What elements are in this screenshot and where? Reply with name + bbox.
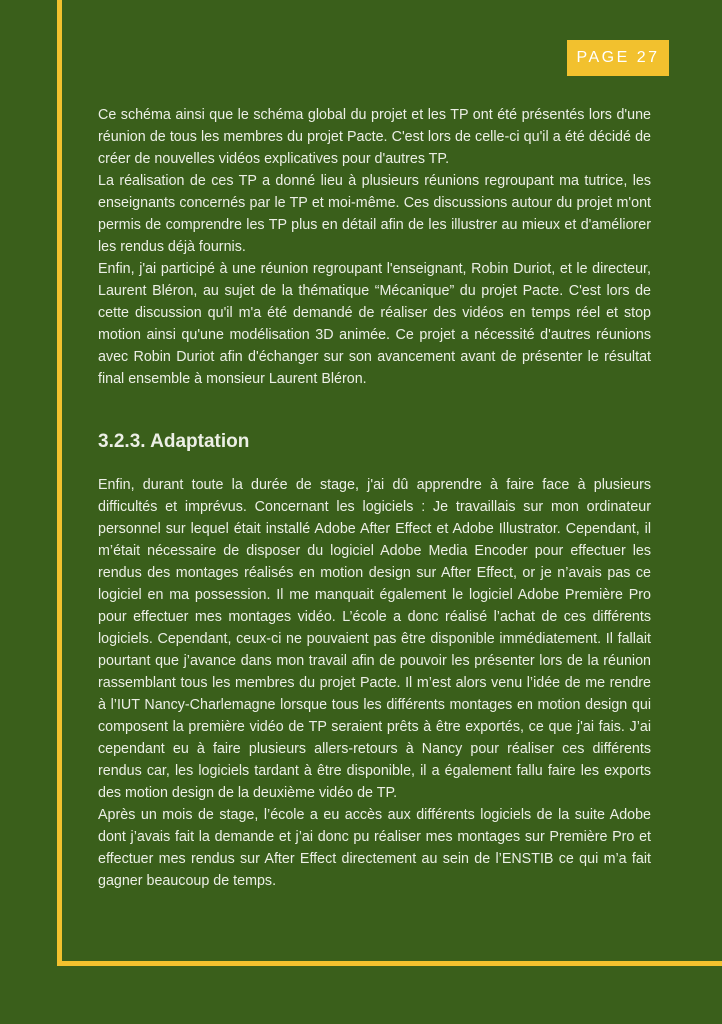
section-heading: 3.2.3. Adaptation [98, 431, 250, 452]
page-body [98, 104, 651, 892]
intro-paragraph-3: Enfin, j'ai participé à une réunion regroupant l'enseignant, Robin Duriot, et le directeur, Laurent Bléron, au sujet de la thématique “Mécanique” du projet Pacte. C'est lors de cette discussion qu'il m'a été demandé de réaliser des vidéos en temps réel et stop motion ainsi qu'une modélisation 3D animée. Ce projet a nécessité d'autres réunions avec Robin Duriot afin d'échanger sur son avancement avant de présenter le résultat final ensemble à monsieur Laurent Bléron. [98, 261, 651, 387]
frame-bottom-border [57, 961, 722, 966]
section-paragraph-1: Enfin, durant toute la durée de stage, j'ai dû apprendre à faire face à plusieurs difficultés et imprévus. Concernant les logiciels : Je travaillais sur mon ordinateur personnel sur lequel était installé Adobe After Effect et Adobe Illustrator. Cependant, il m’était nécessaire de disposer du logiciel Adobe Media Encoder pour effectuer les rendus des montages réalisés en motion design sur After Effect, or je n’avais pas ce logiciel en ma possession. Il me manquait également le logiciel Adobe Première Pro pour effectuer mes montages vidéo. L’école a donc réalisé l’achat de ces différents logiciels. Cependant, ceux-ci ne pouvaient pas être disponible immédiatement. Il fallait pourtant que j’avance dans mon travail afin de pouvoir les présenter lors de la réunion rassemblant tous les membres du projet Pacte. Il m’est alors venu l’idée de me rendre à l’IUT Nancy-Charlemagne lorsque tous les différents montages en motion design qui composent la première vidéo de TP seraient prêts à être exportés, ce que j'ai fais. J’ai cependant eu à faire plusieurs allers-retours à Nancy pour réaliser ces différents rendus car, les logiciels tardant à être disponible, il a également fallu faire les exports des motion design de la deuxième vidéo de TP. [98, 477, 651, 801]
intro-paragraph-2: La réalisation de ces TP a donné lieu à plusieurs réunions regroupant ma tutrice, les enseignants concernés par le TP et moi-même. Ces discussions autour du projet m'ont permis de comprendre les TP plus en détail afin de les illustrer au mieux et d'améliorer les rendus déjà fournis. [98, 173, 651, 255]
frame-left-border [57, 0, 62, 966]
page-number-badge: PAGE 27 [567, 40, 669, 76]
section-paragraph-2: Après un mois de stage, l’école a eu accès aux différents logiciels de la suite Adobe dont j’avais fait la demande et j’ai donc pu réaliser mes montages sur Première Pro et effectuer mes rendus sur After Effect directement au sein de l’ENSTIB ce qui m’a fait gagner beaucoup de temps. [98, 807, 651, 889]
intro-paragraph-1: Ce schéma ainsi que le schéma global du projet et les TP ont été présentés lors d'une réunion de tous les membres du projet Pacte. C'est lors de celle-ci qu'il a été décidé de créer de nouvelles vidéos explicatives pour d'autres TP. [98, 107, 651, 167]
